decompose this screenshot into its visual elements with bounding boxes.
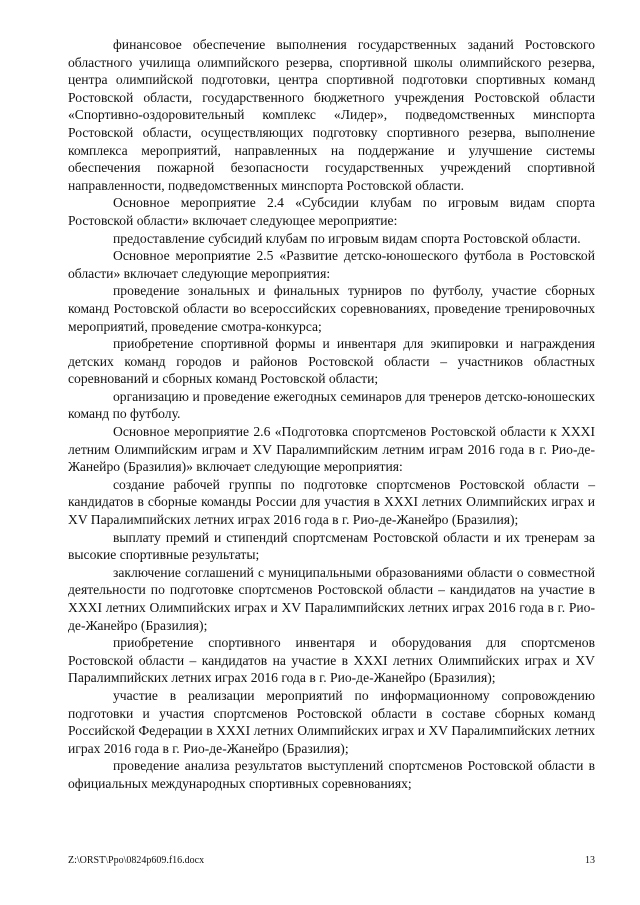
paragraph-information-support: участие в реализации мероприятий по информационному сопровождению подготовки и участия спортсменов Ростовской области в составе сборных команд Российской Федерации в XXXI летних Олимпийских играх и XV Паралимпийских летних играх 2016 года в г. Рио-де-Жанейро (Бразилия); xyxy=(68,687,595,756)
paragraph-agreements: заключение соглашений с муниципальными образованиями области о совместной деятельности по подготовке спортсменов Ростовской области – кандидатов на участие в XXXI летних Олимпийских играх и XV Паралимпийских летних играх 2016 года в г. Рио-де-Жанейро (Бразилия); xyxy=(68,564,595,633)
paragraph-working-group: создание рабочей группы по подготовке спортсменов Ростовской области – кандидатов в сборные команды России для участия в XXXI летних Олимпийских играх и XV Паралимпийских летних играх 2016 года в г. Рио-де-Жанейро (Бразилия); xyxy=(68,476,595,528)
document-page xyxy=(68,36,595,793)
paragraph-club-subsidies: предоставление субсидий клубам по игровым видам спорта Ростовской области. xyxy=(113,230,581,246)
paragraph-results-analysis: проведение анализа результатов выступлений спортсменов Ростовской области в официальных международных спортивных соревнованиях; xyxy=(68,758,595,791)
paragraph-event-2-6: Основное мероприятие 2.6 «Подготовка спортсменов Ростовской области к XXXI летним Олимпийским играм и XV Паралимпийским летним играм 2016 года в г. Рио-де-Жанейро (Бразилия)» включает следующие мероприятия: xyxy=(68,424,595,475)
paragraph-bonuses: выплату премий и стипендий спортсменам Ростовской области и их тренерам за высокие спортивные результаты; xyxy=(68,529,595,563)
paragraph-football-tournaments: проведение зональных и финальных турниров по футболу, участие сборных команд Ростовской области во всероссийских соревнованиях, проведение тренировочных мероприятий, проведение смотра-конкурса; xyxy=(68,283,595,334)
paragraph-coach-seminars: организацию и проведение ежегодных семинаров для тренеров детско-юношеских команд по футболу. xyxy=(68,388,595,422)
paragraph-event-2-5: Основное мероприятие 2.5 «Развитие детско-юношеского футбола в Ростовской области» включает следующие мероприятия: xyxy=(68,248,595,281)
page-number: 13 xyxy=(585,855,595,866)
paragraph-sports-uniform: приобретение спортивной формы и инвентаря для экипировки и награждения детских команд городов и районов Ростовской области – участников областных соревнований и сборных команд Ростовской области; xyxy=(68,336,595,387)
paragraph-event-2-4: Основное мероприятие 2.4 «Субсидии клубам по игровым видам спорта Ростовской области» включает следующее мероприятие: xyxy=(68,195,595,228)
footer-file-path: Z:\ORST\Ppo\0824p609.f16.docx xyxy=(68,855,205,866)
paragraph-funding-assignments: финансовое обеспечение выполнения государственных заданий Ростовского областного училища олимпийского резерва, спортивной школы олимпийского резерва, центра олимпийской подготовки, центра спортивной подготовки спортивных команд Ростовской области, государственного бюджетного учреждения Ростовской области «Спортивно-оздоровительный комплекс «Лидер», подведомственных минспорта Ростовской области, осуществляющих подготовку спортивного резерва, выполнение комплекса мероприятий, направленных на поддержание и улучшение системы обеспечения пожарной безопасности государственных учреждений спортивной направленности, подведомственных минспорта Ростовской области. xyxy=(68,37,595,193)
paragraph-equipment: приобретение спортивного инвентаря и оборудования для спортсменов Ростовской области – кандидатов на участие в XXXI летних Олимпийских играх и XV Паралимпийских летних играх 2016 года в г. Рио-де-Жанейро (Бразилия); xyxy=(68,635,595,686)
